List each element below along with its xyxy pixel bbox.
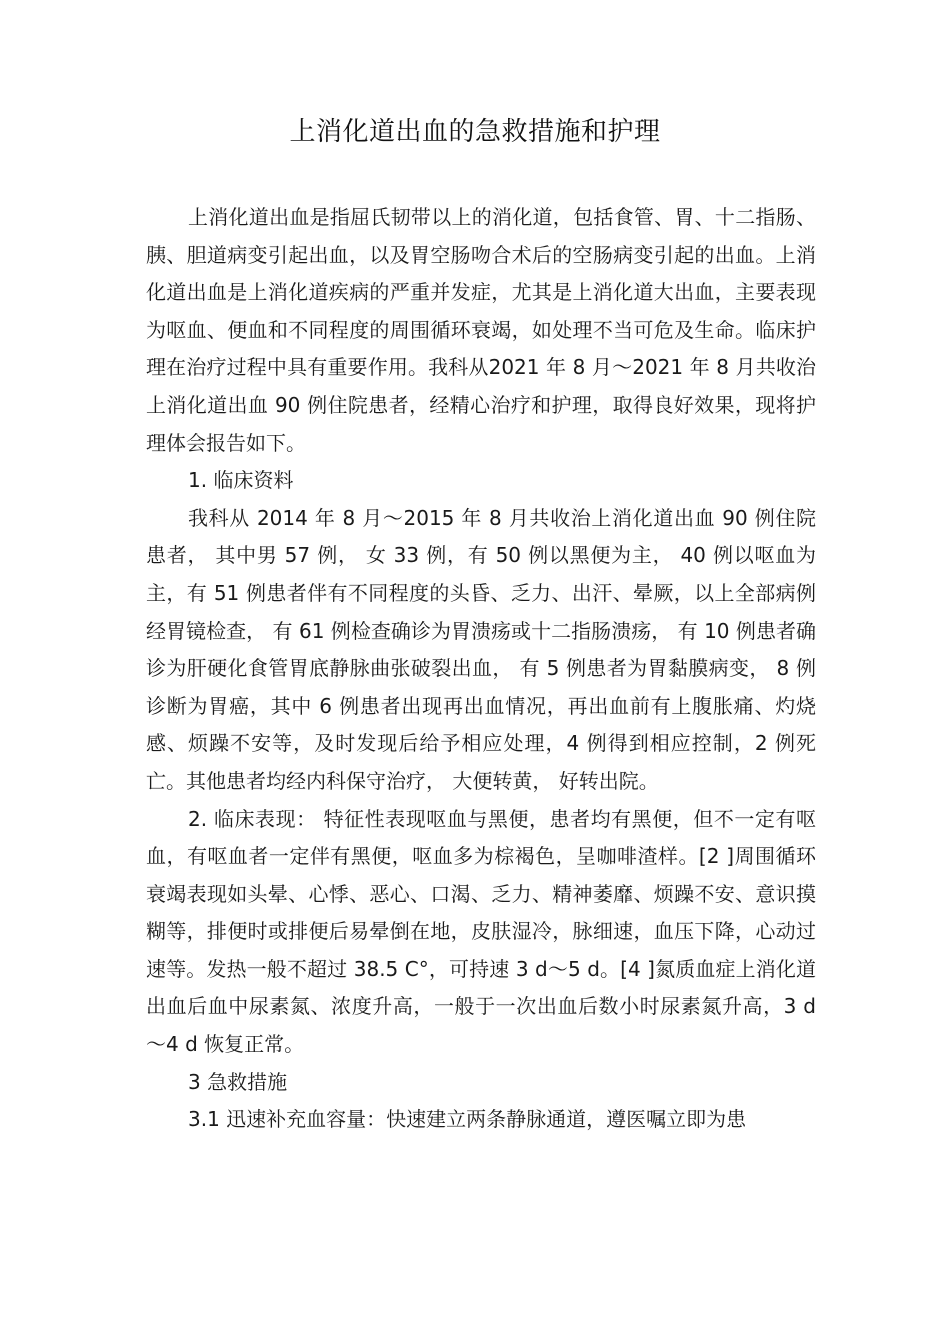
document-body [146,199,816,1139]
paragraph-clinical-data: 我科从 2014 年 8 月～2015 年 8 月共收治上消化道出血 90 例住院患者， 其中男 57 例， 女 33 例，有 50 例以黑便为主， 40 例以呕血为主，有 51 例患者伴有不同程度的头昏、乏力、出汗、晕厥，以上全部病例经胃镜检查， 有 61 例检查确诊为胃溃疡或十二指肠溃疡， 有 10 例患者确诊为肝硬化食管胃底静脉曲张破裂出血， 有 5 例患者为胃黏膜病变， 8 例诊断为胃癌，其中 6 例患者出现再出血情况，再出血前有上腹胀痛、灼烧感、烦躁不安等，及时发现后给予相应处理，4 例得到相应控制，2 例死亡。其他患者均经内科保守治疗， 大便转黄， 好转出院。 [146,505,816,793]
document-title: 上消化道出血的急救措施和护理 [289,117,661,147]
paragraph-blood-volume: 3.1 迅速补充血容量：快速建立两条静脉通道，遵医嘱立即为患 [188,1107,747,1132]
paragraph-intro: 上消化道出血是指屈氏韧带以上的消化道，包括食管、胃、十二指肠、胰、胆道病变引起出血，以及胃空肠吻合术后的空肠病变引起的出血。上消化道出血是上消化道疾病的严重并发症，尤其是上消化道大出血，主要表现为呕血、便血和不同程度的周围循环衰竭，如处理不当可危及生命。临床护理在治疗过程中具有重要作用。我科从2021 年 8 月～2021 年 8 月共收治上消化道出血 90 例住院患者，经精心治疗和护理，取得良好效果，现将护理体会报告如下。 [146,205,816,455]
paragraph-clinical-manifestations: 2. 临床表现： 特征性表现呕血与黑便，患者均有黑便，但不一定有呕血，有呕血者一定伴有黑便，呕血多为棕褐色，呈咖啡渣样。[2 ]周围循环衰竭表现如头晕、心悸、恶心、口渴、乏力、精神萎靡、烦躁不安、意识摸糊等，排便时或排便后易晕倒在地，皮肤湿冷，脉细速，血压下降，心动过速等。发热一般不超过 38.5 C°，可持速 3 d～5 d。[4 ]氮质血症上消化道出血后血中尿素氮、浓度升高，一般于一次出血后数小时尿素氮升高，3 d～4 d 恢复正常。 [146,806,816,1057]
section-heading-emergency-measures: 3 急救措施 [188,1069,288,1094]
section-heading-clinical-data: 1. 临床资料 [188,468,294,493]
